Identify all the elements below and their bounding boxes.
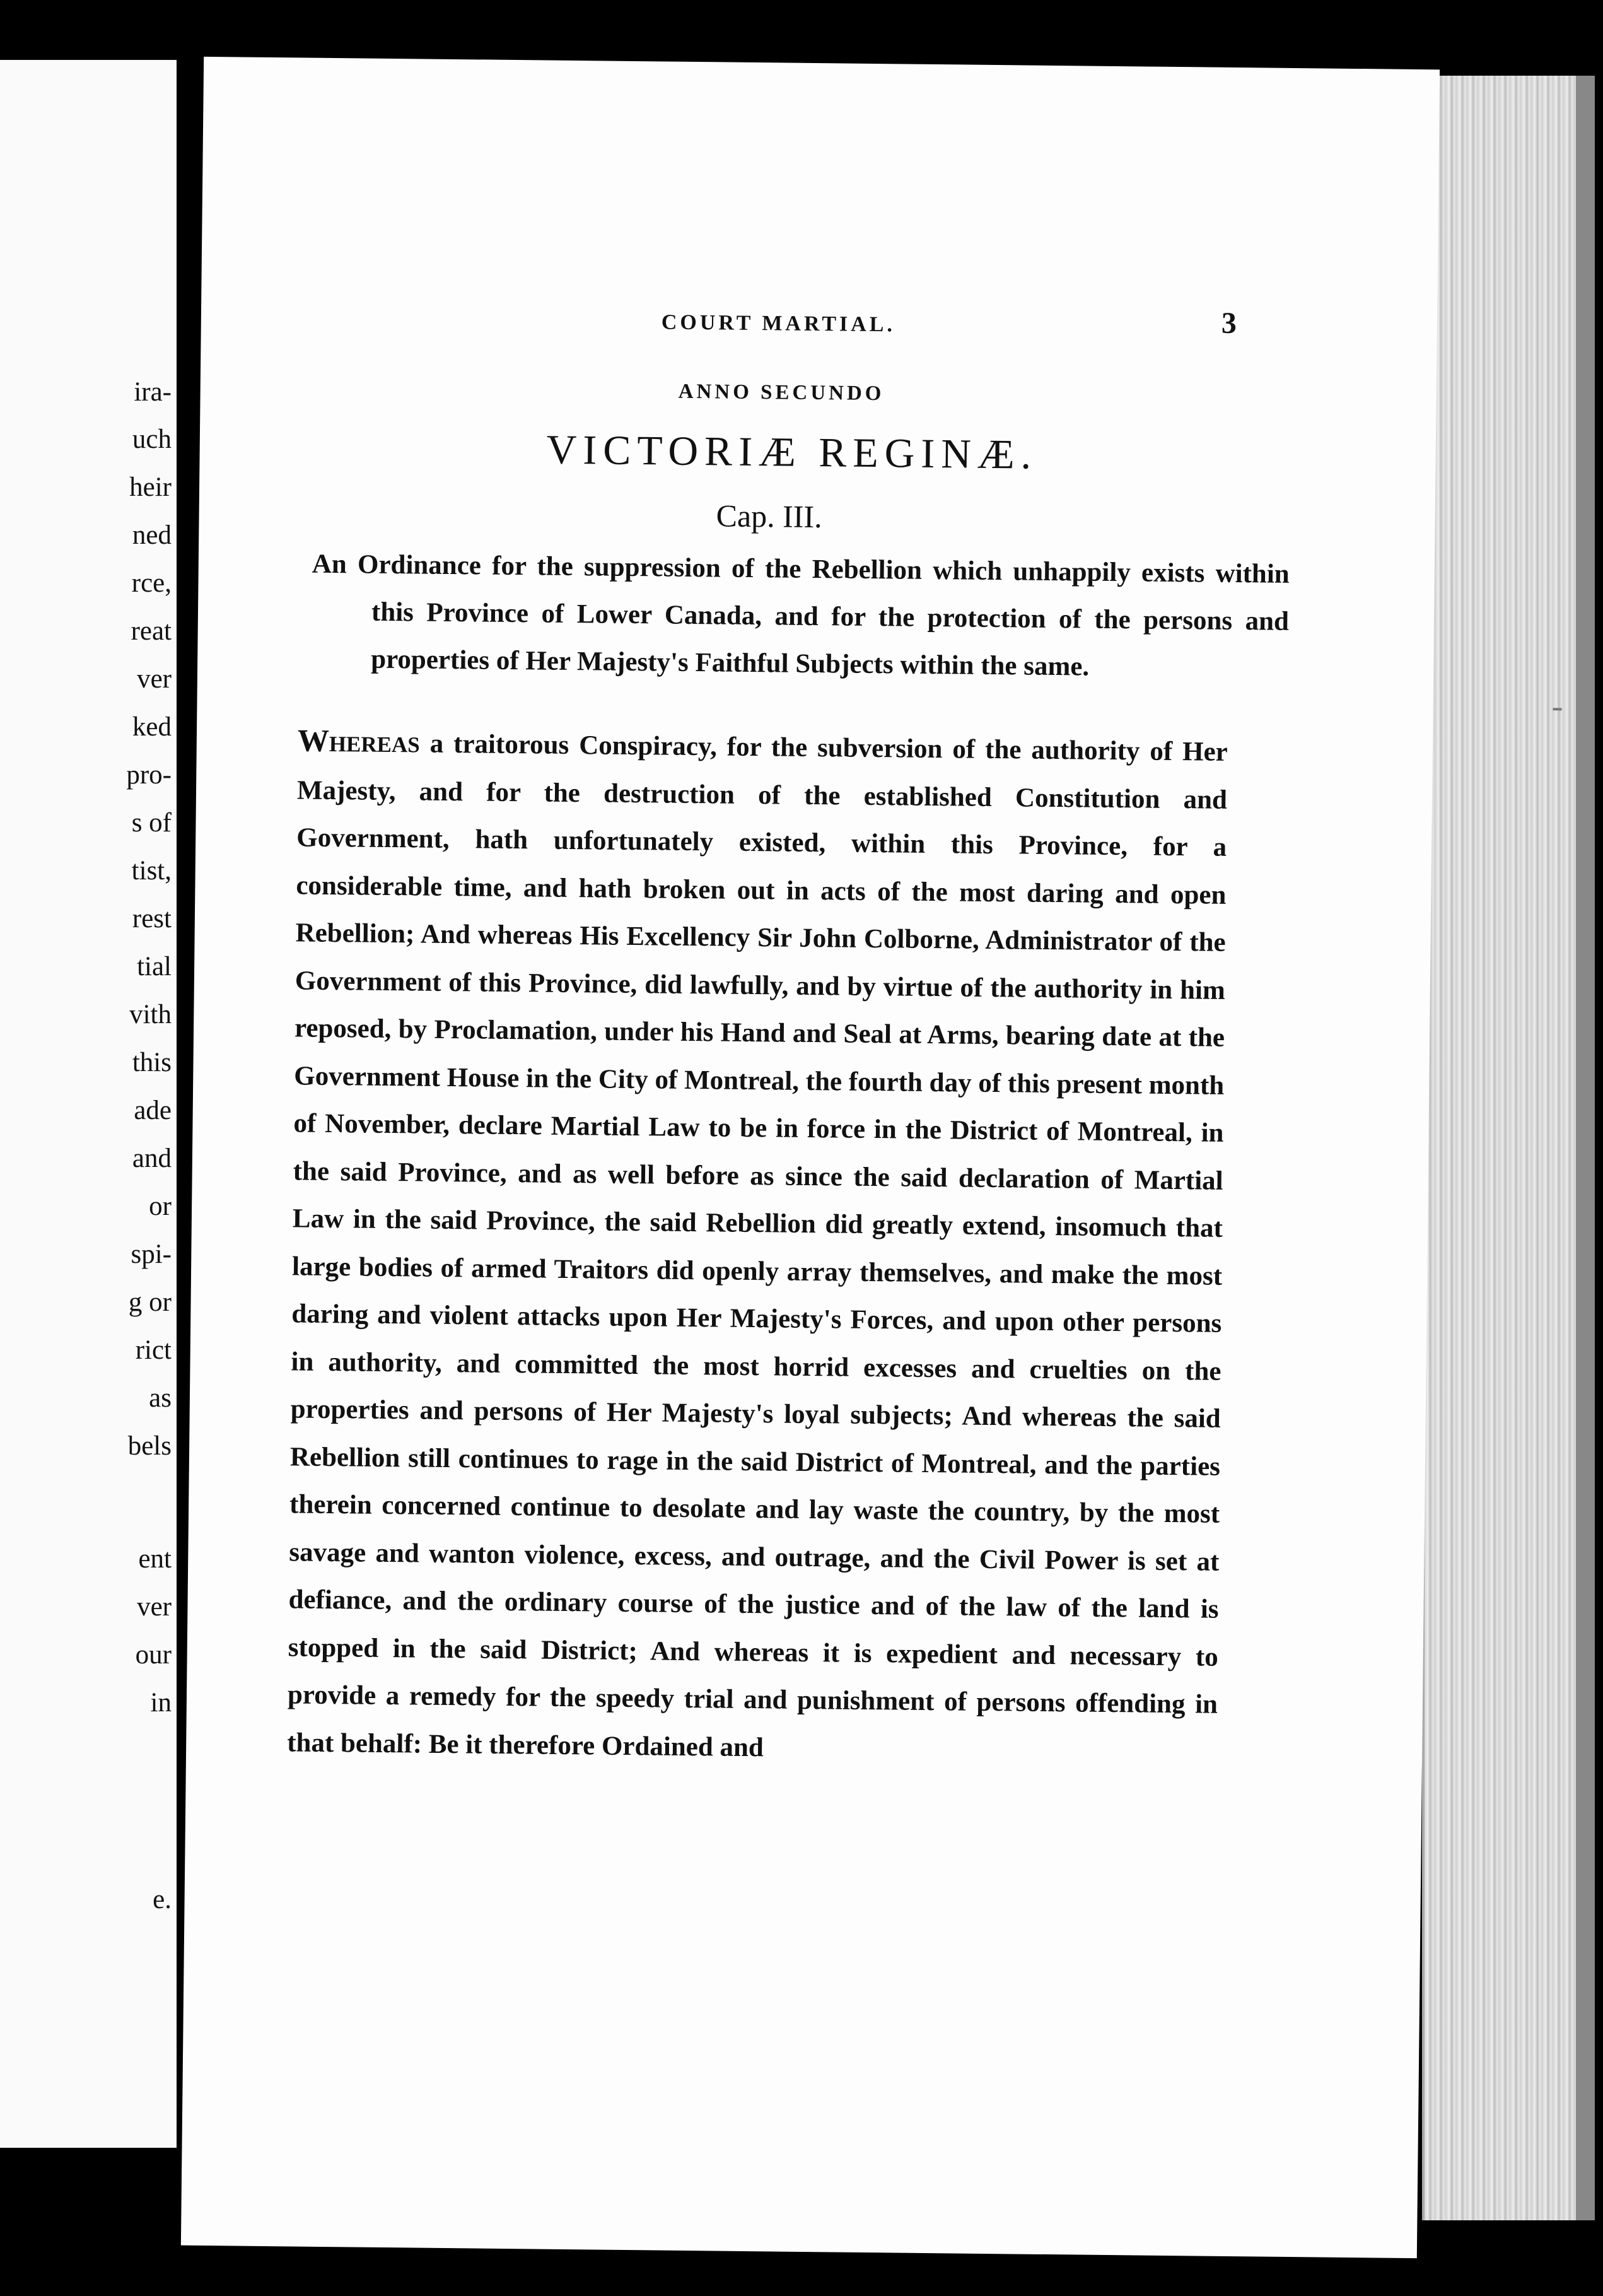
left-line-fragment: ned — [132, 520, 172, 550]
body-paragraph — [287, 717, 1228, 1776]
chapter-heading: Cap. III. — [716, 498, 822, 535]
left-line-fragment: e. — [153, 1885, 172, 1914]
left-line-fragment: s of — [131, 808, 172, 838]
book-page-edges — [1422, 76, 1595, 2220]
left-line-fragment: this — [132, 1048, 172, 1077]
left-line-fragment: or — [149, 1192, 172, 1221]
left-line-fragment: ver — [137, 1592, 172, 1622]
left-line-fragment: heir — [129, 472, 172, 502]
left-line-fragment: our — [135, 1640, 172, 1670]
left-line-fragment: pro- — [126, 760, 172, 790]
left-line-fragment: ade — [134, 1096, 172, 1125]
left-line-fragment: ira- — [134, 377, 172, 407]
left-line-fragment: reat — [131, 616, 172, 646]
left-line-fragment: ent — [138, 1544, 172, 1574]
left-line-fragment: as — [149, 1383, 172, 1413]
body-text: a traitorous Conspiracy, for the subversion of the authority of Her Majesty, and for the destruction of the established Constitution and Government, hath unfortunately existed, within this Province, for a considerable time, and hath broken out in acts of the most daring and open Rebellion; And whereas His Excellency Sir John Colborne, Administrator of the Government of this Province, did lawfully, and by virtue of the authority in him reposed, by Proclamation, under his Hand and Seal at Arms, bearing date at the Government House in the City of Montreal, the fourth day of this present month of November, declare Martial Law to be in force in the District of Montreal, in the said Province, and as well before as since the said declaration of Martial Law in the said Province, the said Rebellion did greatly extend, insomuch that large bodies of armed Traitors did openly array themselves, and make the most daring and violent attacks upon Her Majesty's Forces, and upon other persons in authority, and committed the most horrid excesses and cruelties on the properties and persons of Her Majesty's loyal subjects; And whereas the said Rebellion still continues to rage in the said District of Montreal, and the parties therein concerned continue to desolate and lay waste the country, by the most savage and wanton violence, excess, and outrage, and the Civil Power is set at defiance, and the ordinary course of the justice and of the law of the land is stopped in the said District; And whereas it is expedient and necessary to provide a remedy for the speedy trial and punishment of persons offending in that behalf: Be it therefore Ordained and — [286, 729, 1228, 1762]
left-line-fragment: tial — [137, 952, 172, 981]
left-line-fragment: uch — [132, 425, 172, 454]
left-line-fragment: rce, — [131, 568, 172, 598]
left-line-fragment: rict — [135, 1335, 172, 1365]
left-line-fragment: tist, — [131, 856, 172, 886]
book-page — [181, 57, 1440, 2258]
left-line-fragment: vith — [129, 1000, 172, 1029]
anno-heading: ANNO SECUNDO — [678, 380, 885, 406]
page-number: 3 — [1221, 306, 1237, 341]
left-line-fragment: rest — [132, 904, 172, 934]
left-line-fragment: ver — [137, 664, 172, 694]
left-line-fragment: g or — [128, 1287, 172, 1317]
ordinance-title: An Ordinance for the suppression of the Rebellion which unhappily exists within this Province of Lower Canada, and for the protection of the persons and properties of Her Majesty's Faithful Subjects within the same. — [312, 549, 1290, 682]
running-head: COURT MARTIAL. — [661, 310, 896, 337]
left-line-fragment: in — [150, 1688, 172, 1718]
left-line-fragment: ked — [132, 712, 172, 742]
body-opening-word: Whereas — [297, 722, 421, 759]
margin-mark — [1553, 708, 1561, 710]
left-facing-page — [0, 60, 177, 2148]
title-heading: VICTORIÆ REGINÆ. — [546, 426, 1038, 478]
left-line-fragment: bels — [127, 1431, 172, 1461]
left-line-fragment: and — [132, 1144, 172, 1173]
left-line-fragment: spi- — [131, 1239, 172, 1269]
